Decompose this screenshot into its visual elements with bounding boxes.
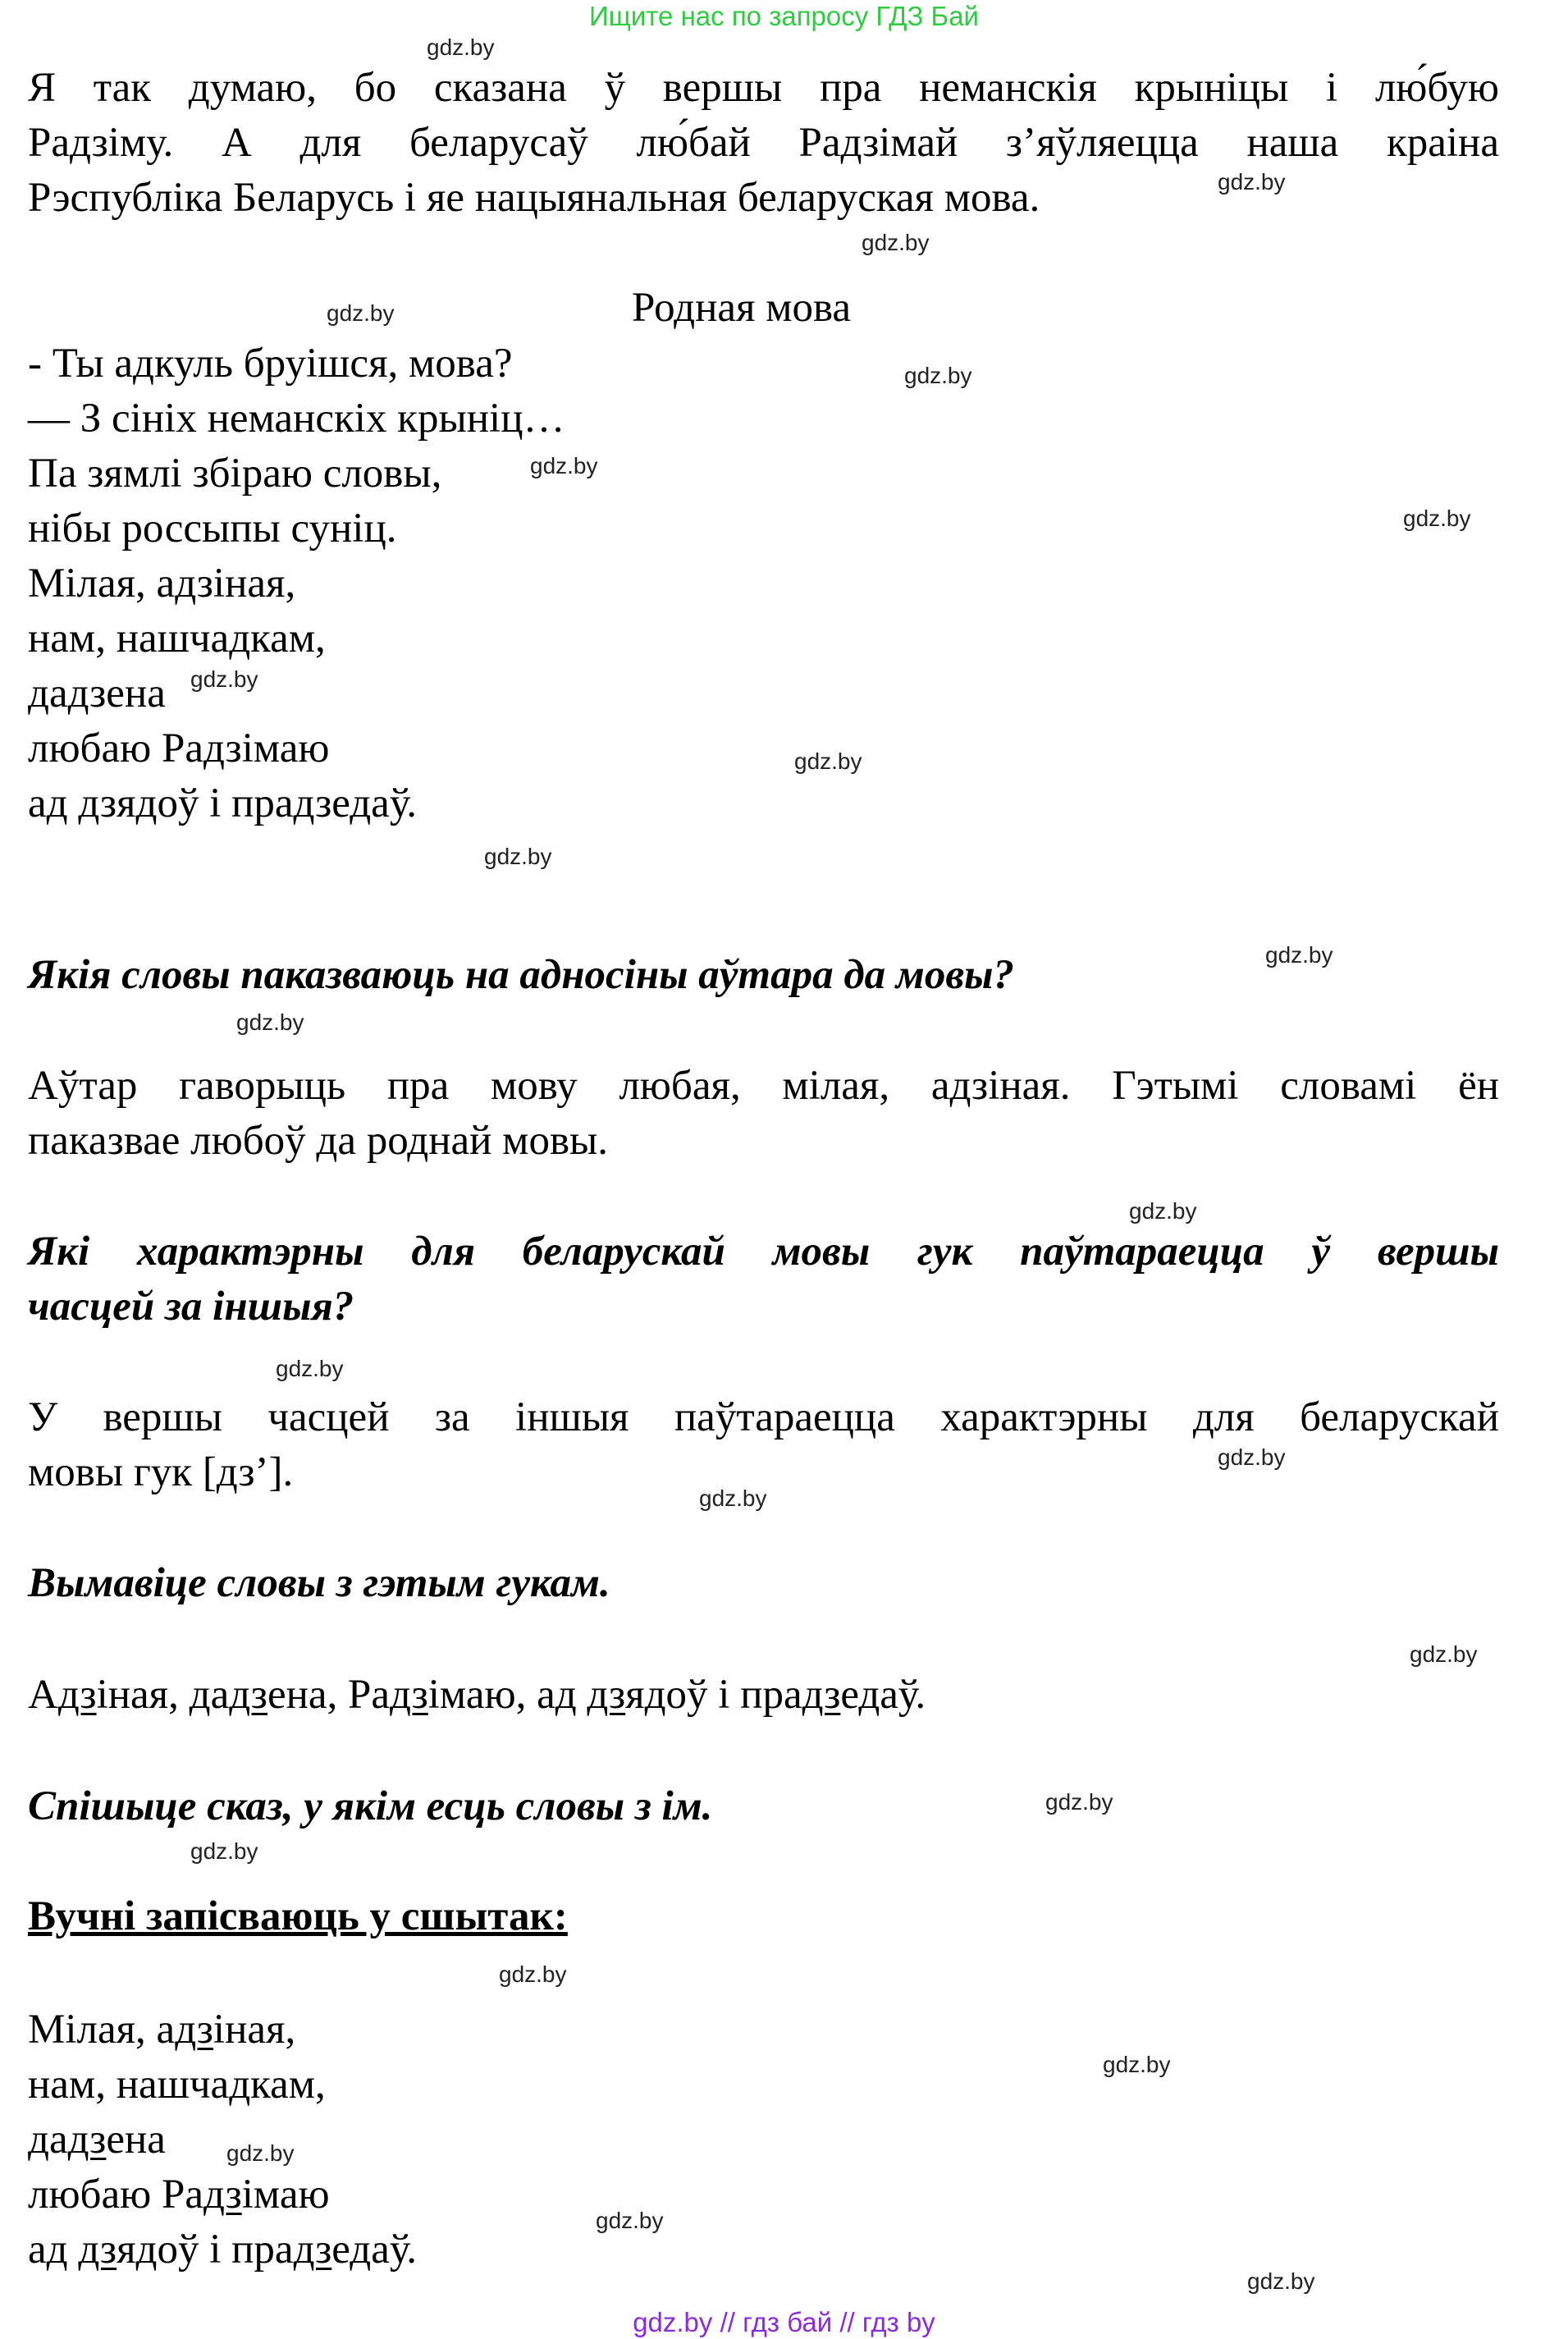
watermark: gdz.by <box>276 1356 344 1381</box>
notebook-line: Мілая, адзіная, <box>28 2007 296 2053</box>
dz-sound: дз <box>587 1672 626 1718</box>
poem-line: дадзена <box>28 671 166 716</box>
watermark: gdz.by <box>327 300 395 326</box>
footer-separator: // <box>839 2307 855 2337</box>
watermark: gdz.by <box>596 2208 664 2233</box>
poem-line: Па зямлі збіраю словы, <box>28 451 442 497</box>
question-2-line-1: Які характэрны для беларускай мовы гук паўтараецца ў вершы <box>28 1229 1499 1275</box>
intro-line-3: Рэспубліка Беларусь і яе нацыянальная беларуская мова. <box>28 175 1040 221</box>
dz-sound: дз <box>175 2007 213 2053</box>
watermark: gdz.by <box>1045 1789 1113 1815</box>
poem-line: Мілая, адзіная, <box>28 561 296 606</box>
question-1: Якія словы паказваюць на адносіны аўтара да мовы? <box>28 952 1014 998</box>
watermark: gdz.by <box>236 1009 304 1035</box>
dz-sound: дз <box>293 2227 332 2273</box>
footer-separator: // <box>720 2307 735 2337</box>
watermark: gdz.by <box>190 1838 258 1864</box>
dz-sound: дз <box>78 2227 117 2273</box>
question-2-line-2: часцей за іншыя? <box>28 1284 354 1330</box>
watermark: gdz.by <box>794 748 862 774</box>
watermark: gdz.by <box>1103 2052 1171 2077</box>
watermark: gdz.by <box>1218 1444 1286 1470</box>
watermark: gdz.by <box>1265 942 1333 968</box>
intro-line-1: Я так думаю, бо сказана ў вершы пра неманскія крыніцы і лю́бую <box>28 65 1499 111</box>
watermark: gdz.by <box>862 230 930 255</box>
poem-line: любаю Радзімаю <box>28 726 330 771</box>
question-3: Вымавіце словы з гэтым гукам. <box>28 1560 610 1606</box>
footer-links <box>0 2306 1568 2339</box>
watermark: gdz.by <box>1410 1641 1478 1667</box>
poem-title: Родная мова <box>632 285 852 331</box>
notebook-line: дадзена <box>28 2117 166 2163</box>
dz-sound: дз <box>390 1672 428 1718</box>
answer-2-line-1: У вершы часцей за іншыя паўтараецца характэрны для беларускай <box>28 1394 1499 1440</box>
watermark: gdz.by <box>190 666 258 692</box>
watermark: gdz.by <box>499 1961 567 1987</box>
watermark: gdz.by <box>1403 506 1471 531</box>
watermark: gdz.by <box>904 363 972 388</box>
notebook-line: нам, нашчадкам, <box>28 2062 326 2108</box>
answer-3: Адзіная, дадзена, Радзімаю, ад дзядоў і прадзедаў. <box>28 1672 926 1718</box>
header-search-link[interactable]: Ищите нас по запросу ГДЗ Бай <box>589 1 979 31</box>
footer-link-site-ru[interactable]: гдз бай <box>743 2307 833 2337</box>
watermark: gdz.by <box>484 844 552 869</box>
intro-line-2: Радзіму. А для беларусаў лю́бай Радзімай з’яўляецца наша краіна <box>28 120 1499 166</box>
answer-2-line-2: мовы гук [дз’]. <box>28 1449 294 1495</box>
notebook-line: ад дзядоў і прадзедаў. <box>28 2227 417 2273</box>
watermark: gdz.by <box>1218 169 1286 195</box>
watermark: gdz.by <box>1247 2268 1315 2294</box>
watermark: gdz.by <box>530 453 598 478</box>
dz-sound: дз <box>203 2172 242 2218</box>
poem-line: нібы россыпы суніц. <box>28 506 397 552</box>
answer-1-line-1: Аўтар гаворыць пра мову любая, мілая, адзіная. Гэтымі словамі ён <box>28 1063 1499 1109</box>
watermark: gdz.by <box>1129 1198 1197 1224</box>
dz-sound: дз <box>802 1672 841 1718</box>
dz-sound: дз <box>57 1672 97 1718</box>
watermark: gdz.by <box>699 1485 767 1511</box>
answer-1-line-2: паказвае любоў да роднай мовы. <box>28 1118 609 1164</box>
notebook-line: любаю Радзімаю <box>28 2172 330 2218</box>
poem-line: ад дзядоў і прадзедаў. <box>28 780 417 826</box>
watermark: gdz.by <box>226 2140 295 2166</box>
dz-sound: дз <box>229 1672 267 1718</box>
dz-sound: дз <box>67 2117 107 2163</box>
footer-link-site[interactable]: gdz.by <box>633 2307 713 2337</box>
question-4: Спішыце сказ, у якім есць словы з ім. <box>28 1783 713 1829</box>
poem-line: — З сініх неманскіх крыніц… <box>28 396 565 442</box>
poem-line: - Ты адкуль бруішся, мова? <box>28 341 513 387</box>
notebook-heading: Вучні запісваюць у сшытак: <box>28 1893 568 1939</box>
footer-link-site-ru2[interactable]: гдз by <box>862 2307 935 2337</box>
poem-line: нам, нашчадкам, <box>28 616 326 661</box>
watermark: gdz.by <box>427 34 495 60</box>
